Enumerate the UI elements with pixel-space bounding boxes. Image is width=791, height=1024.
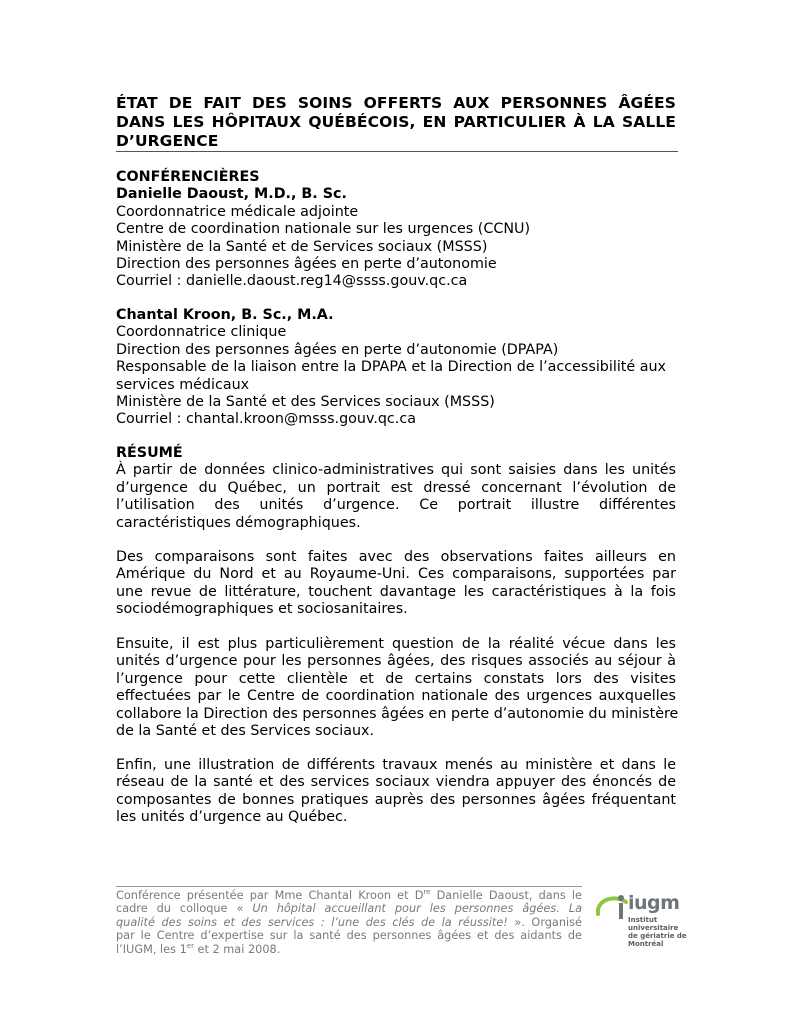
footer-italic: qualité des soins et des services : l’une des clés de la réussite!: [116, 915, 508, 929]
document-title: [116, 94, 676, 151]
para-line: de la Santé et des Services sociaux.: [116, 723, 375, 740]
summary-para-2: [116, 549, 676, 619]
para-line: Amérique du Nord et au Royaume-Uni. Ces comparaisons, supportées par: [116, 566, 676, 583]
logo-sub-line: de gériatrie de Montréal: [628, 932, 687, 948]
speaker1-email: Courriel : danielle.daoust.reg14@ssss.gouv.qc.ca: [116, 273, 468, 290]
speaker2-line: services médicaux: [116, 376, 250, 393]
summary-heading: RÉSUMÉ: [116, 445, 183, 461]
para-line: une revue de littérature, touchent davantage les caractéristiques à la fois: [116, 583, 676, 600]
speaker2-name: Chantal Kroon, B. Sc., M.A.: [116, 307, 334, 323]
logo-subtitle: [628, 916, 702, 948]
speaker1-line: Centre de coordination nationale sur les urgences (CCNU): [116, 221, 531, 238]
para-line: unités d’urgence pour les personnes âgées, des risques associés au séjour à: [116, 653, 676, 670]
speakers-section: [116, 169, 676, 291]
para-line: Ensuite, il est plus particulièrement question de la réalité vécue dans les: [116, 636, 676, 652]
speaker2-line: Direction des personnes âgées en perte d’autonomie (DPAPA): [116, 341, 559, 358]
speaker1-name: Danielle Daoust, M.D., B. Sc.: [116, 186, 347, 203]
logo-sub-line: Institut universitaire: [628, 916, 679, 932]
footer-text: et 2 mai 2008.: [193, 942, 281, 956]
footer-note: [116, 889, 582, 956]
summary-para-1: [116, 445, 676, 532]
para-line: Enfin, une illustration de différents travaux menés au ministère et dans le: [116, 757, 676, 773]
speaker2-line: Coordonnatrice clinique: [116, 324, 287, 341]
speaker1-line: Coordonnatrice médicale adjointe: [116, 203, 359, 220]
footer-line: [116, 902, 582, 915]
para-line: l’utilisation des unités d’urgence. Ce portrait illustre différentes: [116, 497, 676, 514]
footer-text: Conférence présentée par Mme Chantal Kroon et D: [116, 889, 424, 902]
para-line: d’urgence du Québec, un portrait est dressé concernant l’évolution de: [116, 479, 676, 496]
para-line: réseau de la santé et des services sociaux viendra appuyer des énoncés de: [116, 774, 676, 791]
footer-line: par le Centre d’expertise sur la santé des personnes âgées et des aidants de: [116, 929, 582, 943]
speaker2-section: [116, 307, 676, 429]
para-line: Des comparaisons sont faites avec des observations faites ailleurs en: [116, 549, 676, 565]
iugm-logo-mark-icon: [592, 888, 632, 928]
footer-sup: er: [186, 941, 194, 950]
footer-text: l’IUGM, les 1: [116, 942, 187, 956]
footer-text: ». Organisé: [507, 915, 582, 929]
para-line: caractéristiques démographiques.: [116, 514, 361, 531]
iugm-logo: [592, 888, 702, 948]
para-line: effectuées par le Centre de coordination nationale des urgences auxquelles: [116, 688, 676, 705]
para-line: sociodémographiques et sociosanitaires.: [116, 601, 408, 618]
logo-wordmark: iugm: [628, 892, 680, 914]
footer-italic: Un hôpital accueillant pour les personnes âgées. La: [252, 902, 582, 916]
para-line: l’urgence pour cette clientèle et de certains constats lors des visites: [116, 670, 676, 687]
speakers-heading: CONFÉRENCIÈRES: [116, 169, 260, 185]
title-line-3: D’URGENCE: [116, 132, 219, 150]
footer-text: Danielle Daoust, dans le: [430, 889, 582, 902]
footer-line: [116, 889, 582, 902]
title-line-1: ÉTAT DE FAIT DES SOINS OFFERTS AUX PERSONNES ÂGÉES: [116, 94, 676, 112]
footer-text: cadre du colloque «: [116, 902, 253, 916]
speaker2-line: Responsable de la liaison entre la DPAPA et la Direction de l’accessibilité aux: [116, 359, 667, 376]
speaker2-line: Ministère de la Santé et des Services sociaux (MSSS): [116, 394, 495, 411]
footer-sup: re: [423, 888, 431, 897]
summary-para-3: [116, 636, 679, 740]
speaker1-line: Ministère de la Santé et de Services sociaux (MSSS): [116, 238, 488, 255]
speaker1-line: Direction des personnes âgées en perte d’autonomie: [116, 256, 497, 273]
para-line: À partir de données clinico-administratives qui sont saisies dans les unités: [116, 462, 676, 479]
para-line: composantes de bonnes pratiques auprès des personnes âgées fréquentant: [116, 791, 676, 808]
title-divider: [116, 151, 678, 152]
para-line: les unités d’urgence au Québec.: [116, 809, 348, 826]
footer-line: [116, 943, 582, 956]
summary-para-4: [116, 757, 676, 827]
footer-line: [116, 916, 582, 929]
speaker2-email: Courriel : chantal.kroon@msss.gouv.qc.ca: [116, 411, 416, 428]
footer-divider: [116, 886, 582, 887]
title-line-2: DANS LES HÔPITAUX QUÉBÉCOIS, EN PARTICULIER À LA SALLE: [116, 113, 676, 131]
para-line: collabore la Direction des personnes âgées en perte d’autonomie du ministère: [116, 705, 679, 722]
